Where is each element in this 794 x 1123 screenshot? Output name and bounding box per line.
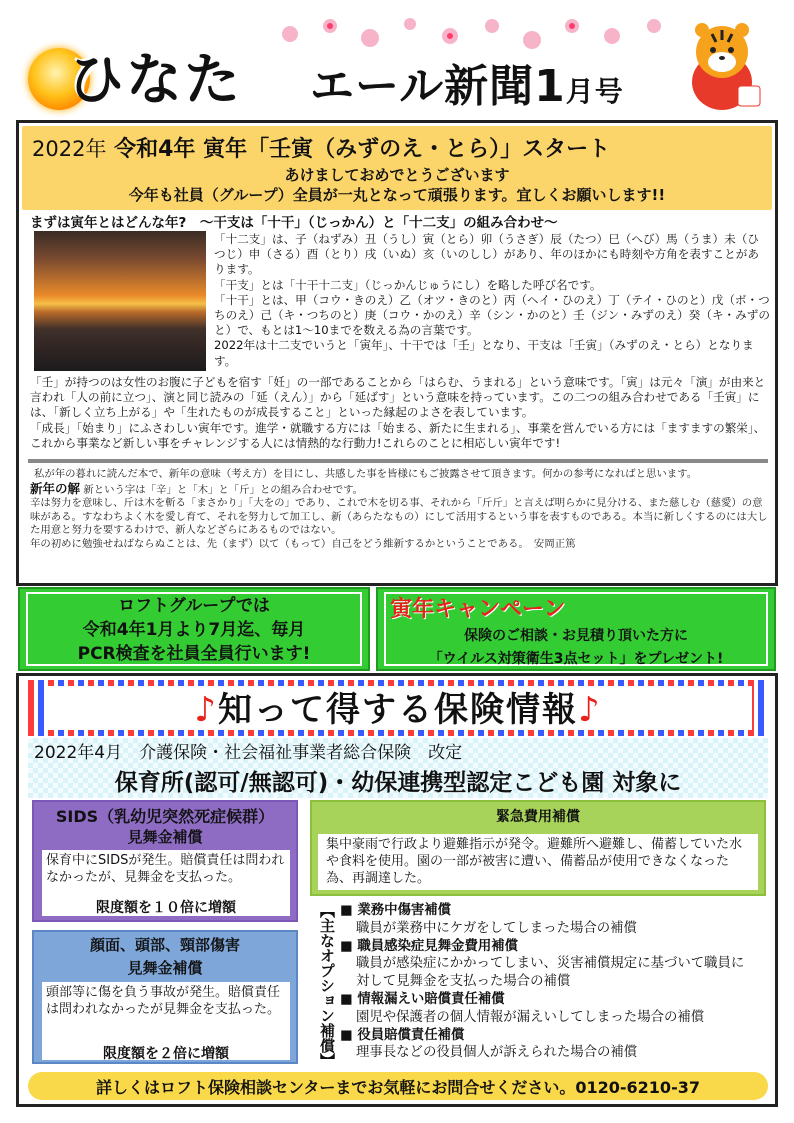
article-paragraph-2: 「壬」が持つのは女性のお腹に子どもを宿す「妊」の一部であることから「はらむ、うまれる」という意味です。「寅」は元々「演」が由来と言われ「人の前に立つ」、演と同じ読みの「延（えん）」から「延ばす」という意味を持っています。この二つの組み合わせである「壬寅」には、「新しく立ち上がる」や「生れたものが成長すること」といった縁起のよさを表しています。 「成長」「始まり」にふさわしい寅年です。進学・就職する方には「始まる、新たに生まれる」、事業を営んでいる方には「ますますの繁栄」、これから事業など新しい事をチャレンジする人には情熱的な行動力!これらのことに相応しい寅年です! <box>30 375 766 450</box>
title-month: 月号 <box>565 75 624 108</box>
contact-text: 詳しくはロフト保険相談センターまでお気軽にお問合せください。0120-6210-37 <box>96 1078 700 1097</box>
article-paragraph-3 <box>30 468 772 552</box>
sids-heading: SIDS（乳幼児突然死症候群） <box>55 807 275 826</box>
insurance-title-text: 知って得する保険情報 <box>218 690 578 730</box>
option-desc: 職員が感染症にかかってしまい、災害補償規定に基づいて職員に対して見舞金を支払った場合の補償 <box>356 956 745 990</box>
option-desc: 職員が業務中にケガをしてしまった場合の補償 <box>356 920 637 936</box>
newspaper-title: ひなた <box>68 48 242 113</box>
head-injury-body: 頭部等に傷を負う事故が発生。賠償責任は問われなかったが見舞金を支払った。 <box>42 982 290 1060</box>
newspaper-subtitle <box>310 50 624 114</box>
option-desc: 理事長などの役員個人が訴えられた場合の補償 <box>356 1045 638 1061</box>
head-injury-heading: 顔面、頭部、頸部傷害 <box>89 936 240 954</box>
pcr-line-1: ロフトグループでは <box>118 596 270 616</box>
option-item <box>340 991 754 1009</box>
p3-heading-rest: 新という字は「辛」と「木」と「斤」との組み合わせです。 <box>80 483 364 496</box>
p3-heading-line <box>30 482 772 498</box>
article-question: まずは寅年とはどんな年? ～干支は「十干」（じっかん）と「十二支」の組み合わせ～ <box>30 215 558 231</box>
revision-line: 2022年4月 介護保険・社会福祉事業者総合保険 改定 <box>34 743 463 763</box>
campaign-title: 寅年キャンペーン <box>390 597 566 622</box>
music-note-icon: ♪ <box>578 690 602 730</box>
emergency-body: 集中豪雨で行政より避難指示が発令。避難所へ避難し、備蓄していた水や食料を使用。園の一部が被害に遭い、備蓄品が使用できなくなった為、再調達した。 <box>318 834 758 890</box>
option-item <box>340 1027 754 1045</box>
banner-headline-text: 令和4年 寅年「壬寅（みずのえ・とら）」スタート <box>114 137 611 162</box>
head-injury-limit: 限度額を２倍に増額 <box>103 1046 229 1062</box>
cherry-blossom-icon <box>270 14 680 54</box>
p3-heading: 新年の解 <box>30 480 81 496</box>
divider <box>28 459 768 463</box>
p3-intro: 私が年の暮れに読んだ本で、新年の意味（考え方）を目にし、共感した事を皆様にもご披露させて頂きます。何かの参考になればと思います。 <box>34 468 698 480</box>
sids-body: 保育中にSIDSが発生。賠償責任は問われなかったが、見舞金を支払った。 <box>42 850 290 916</box>
tiger-mascot-icon <box>682 20 764 112</box>
option-desc: 園児や保護者の個人情報が漏えいしてしまった場合の補償 <box>356 1009 705 1025</box>
revision-target: 保育所(認可/無認可)・幼保連携型認定こども園 対象に <box>114 770 682 796</box>
title-sub-text: エール新聞1 <box>310 61 566 112</box>
campaign-line-2: 「ウイルス対策衛生3点セット」をプレゼント! <box>428 651 724 667</box>
sids-limit: 限度額を１０倍に増額 <box>96 900 236 916</box>
pcr-text <box>26 592 362 666</box>
head-injury-subheading: 見舞金補償 <box>127 959 203 977</box>
option-title: ■ 業務中傷害補償 <box>340 903 452 918</box>
music-note-icon: ♪ <box>194 690 218 730</box>
option-title: ■ 役員賠償責任補償 <box>340 1027 465 1043</box>
option-title: ■ 職員感染症見舞金費用補償 <box>340 938 519 954</box>
campaign-line-1: 保険のご相談・お見積り頂いた方に <box>464 628 688 644</box>
emergency-heading: 緊急費用補償 <box>496 809 580 825</box>
option-item <box>340 902 754 920</box>
banner-greeting: あけましておめでとうございます <box>284 166 510 184</box>
banner-headline <box>32 132 610 163</box>
p3-body: 辛は努力を意味し、斤は木を斬る「まさかり」「大をの」であり、これで木を切る事、それから「斤斤」と言えば明らかに見分ける、また慈しむ（慈愛）の意味がある。すなわちよく木を愛し育て、それを努力して加工し、新（あらたなもの）にして活用するという事を表すものである。本当に新しくするのには大した用意と努力を要するわけで、新人などざらにあるものではない。 年の初めに勉強せねばならぬことは、先（まず）以て（もって）自己をどう維新するかということである。 安岡正篤 <box>30 497 768 550</box>
option-item <box>340 938 754 956</box>
options-list <box>340 902 754 1062</box>
sunrise-photo <box>34 231 206 371</box>
pcr-line-3: PCR検査を社員全員行います! <box>77 644 311 664</box>
article-paragraph-1: 「十二支」は、子（ねずみ）丑（うし）寅（とら）卯（うさぎ）辰（たつ）巳（へび）馬（うま）未（ひつじ）申（さる）酉（とり）戌（いぬ）亥（いのしし）があり、年のほかにも時刻や方角を表すことがあります。 「干支」とは「十干十二支」（じっかんじゅうにし）を略した呼び名です。 「十干」とは、甲（コウ・きのえ）乙（オツ・きのと）丙（ヘイ・ひのえ）丁（テイ・ひのと）戊（ボ・つちのえ）己（キ・つちのと）庚（コウ・かのえ）辛（シン・かのと）壬（ジン・みずのえ）癸（キ・みずのと）で、もとは1～10までを数える為の言葉です。 2022年は十二支でいうと「寅年」、十干では「壬」となり、干支は「壬寅」（みずのえ・とら）となります。 <box>214 232 770 368</box>
option-title: ■ 情報漏えい賠償責任補償 <box>340 991 505 1007</box>
banner-pledge: 今年も社員（グループ）全員が一丸となって頑張ります。宜しくお願いします!! <box>128 186 666 204</box>
pcr-line-2: 令和4年1月より7月迄、毎月 <box>82 620 306 640</box>
options-label: 【主なオプション補償】 <box>318 902 336 1068</box>
sids-subheading: 見舞金補償 <box>127 828 203 846</box>
banner-year: 2022年 <box>32 137 107 161</box>
insurance-title <box>44 682 752 731</box>
